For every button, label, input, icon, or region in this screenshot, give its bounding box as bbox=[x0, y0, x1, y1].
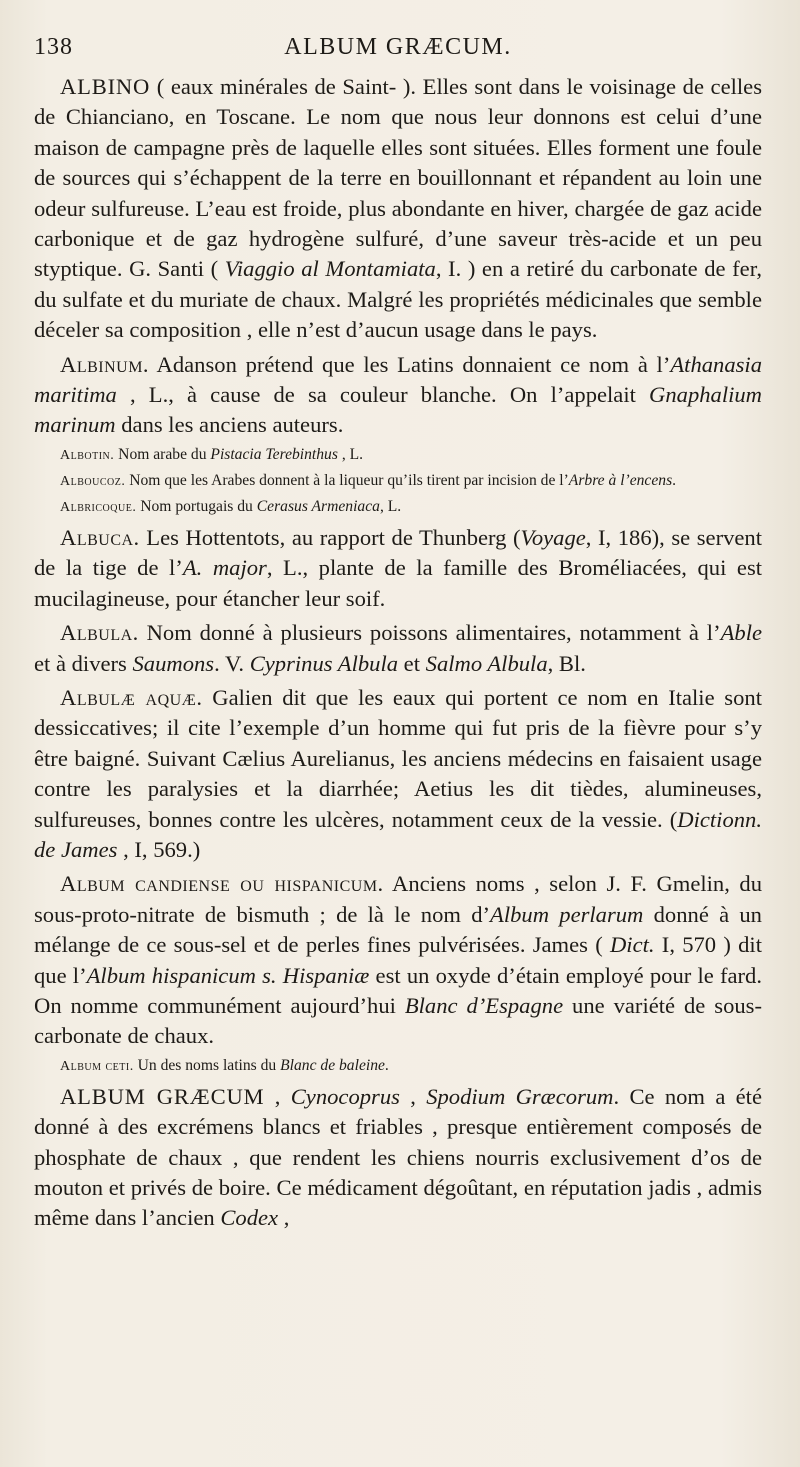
entry-text: Galien dit que les eaux qui portent ce nom en Italie sont dessiccatives; il cite l’exemple d’un homme qui fut pris de la fièvre pour s’y être baigné. Suivant Cælius Aurelianus, les anciens médecins en faisaient usage contre les paralysies et la diarrhée; Aetius les dit tièdes, alumineuses, sulfureuses, bonnes contre les ulcères, notamment ceux de la vessie. ( bbox=[34, 684, 762, 832]
entry-text: , I. ) en a retiré du carbonate de fer, du sulfate et du muriate de chaux. Malgré les propriétés médicinales que semble déceler sa composition , elle n’est d’aucun usage dans le pays. bbox=[34, 256, 762, 343]
entry-text: , bbox=[399, 1083, 427, 1109]
entry-text: Nom donné à plusieurs poissons alimentaires, notamment à l’ bbox=[138, 620, 721, 646]
entry-italic: Cynocoprus bbox=[290, 1083, 400, 1109]
entry-headword: ALBUM GRÆCUM bbox=[60, 1083, 265, 1109]
entry-text: une variété de sous-carbonate de chaux. bbox=[34, 992, 762, 1049]
entry-italic: A. major bbox=[182, 555, 267, 581]
entry-album-graecum bbox=[34, 1082, 762, 1234]
entry-text: , bbox=[278, 1205, 290, 1231]
entry-italic: Dict. bbox=[609, 932, 655, 958]
entry-albuca bbox=[34, 523, 762, 614]
entry-headword: Albulæ aquæ. bbox=[60, 684, 203, 710]
entry-albinum bbox=[34, 350, 762, 441]
entry-text: . Ce nom a été donné à des excrémens blancs et friables , presque entièrement composés de phosphate de chaux , que rendent les chiens nourris exclusivement d’os de mouton et privés de boire. Ce médicament dégoûtant, en réputation jadis , admis même dans l’ancien bbox=[34, 1083, 762, 1231]
entry-italic: Dictionn. de James bbox=[34, 806, 762, 862]
running-head bbox=[34, 34, 762, 68]
entry-album-ceti bbox=[34, 1054, 762, 1078]
page-body bbox=[34, 72, 762, 1234]
entry-text: , L., à cause de sa couleur blanche. On l’appelait bbox=[116, 382, 650, 408]
entry-headword: Albuca. bbox=[60, 524, 140, 550]
entry-italic: Salmo Albula bbox=[425, 650, 548, 676]
entry-italic: Arbre à l’encens bbox=[568, 471, 673, 489]
entry-text: , L. bbox=[379, 497, 402, 515]
entry-text: . bbox=[672, 471, 677, 489]
entry-albino bbox=[34, 72, 762, 346]
entry-text: est un oxyde d’étain employé pour le fard. On nomme communément aujourd’hui bbox=[34, 962, 762, 1018]
entry-italic: Spodium Græcorum bbox=[426, 1083, 614, 1109]
entry-text: Nom arabe du bbox=[114, 445, 211, 463]
entry-italic: Voyage bbox=[520, 524, 586, 550]
entry-text: Les Hottentots, au rapport de Thunberg ( bbox=[139, 524, 521, 550]
entry-text: Anciens noms , selon J. F. Gmelin, du sous-proto-nitrate de bismuth ; de là le nom d’ bbox=[34, 871, 762, 927]
entry-headword: Alboucoz. bbox=[60, 473, 126, 489]
page-title: ALBUM GRÆCUM. bbox=[284, 34, 512, 60]
page-number: 138 bbox=[34, 34, 73, 60]
entry-text: , bbox=[264, 1083, 291, 1109]
entry-text: Nom que les Arabes donnent à la liqueur qu’ils tirent par incision de l’ bbox=[125, 471, 569, 489]
entry-italic: Blanc d’Espagne bbox=[404, 992, 564, 1018]
entry-headword: Album ceti. bbox=[60, 1058, 134, 1074]
entry-italic: Able bbox=[720, 620, 762, 646]
entry-italic: Athanasia maritima bbox=[34, 351, 762, 408]
entry-text: donné à un mélange de ce sous-sel et de perles fines pulvérisées. James ( bbox=[34, 901, 762, 958]
entry-italic: Blanc de baleine bbox=[280, 1056, 385, 1074]
entry-alboucoz bbox=[34, 469, 762, 493]
entry-text: , L., plante de la famille des Broméliacées, qui est mucilagineuse, pour étancher leur soif. bbox=[34, 555, 763, 611]
entry-text: Adanson prétend que les Latins donnaient ce nom à l’ bbox=[149, 351, 671, 377]
entry-reference: Viaggio al Montamiata bbox=[224, 256, 436, 282]
entry-text: Nom portugais du bbox=[136, 497, 257, 515]
entry-headword: Albotin. bbox=[60, 447, 115, 463]
entry-italic: Codex bbox=[220, 1205, 279, 1231]
entry-text: , L. bbox=[337, 445, 364, 463]
entry-italic: Saumons bbox=[132, 650, 215, 676]
entry-albulae-aquae bbox=[34, 683, 762, 865]
entry-album-candiense bbox=[34, 869, 762, 1051]
entry-italic: Cerasus Armeniaca bbox=[256, 497, 380, 515]
entry-headword: Albricoque. bbox=[60, 499, 137, 515]
entry-text: et bbox=[398, 650, 426, 676]
entry-text: . V. bbox=[214, 650, 250, 676]
entry-albricoque bbox=[34, 495, 762, 519]
entry-text: , I, 186), se servent de la tige de l’ bbox=[34, 524, 762, 581]
entry-text: Un des noms latins du bbox=[133, 1056, 281, 1074]
entry-headword: Album candiense ou hispanicum. bbox=[60, 871, 384, 897]
entry-italic: Album perlarum bbox=[490, 901, 644, 927]
entry-albula bbox=[34, 618, 762, 679]
entry-text: , Bl. bbox=[547, 650, 586, 676]
entry-headword: Albula. bbox=[60, 620, 139, 646]
entry-text: dans les anciens auteurs. bbox=[115, 412, 344, 438]
entry-headword: ALBINO bbox=[60, 74, 151, 99]
entry-headword: Albinum. bbox=[60, 351, 150, 377]
entry-italic: Pistacia Terebinthus bbox=[210, 445, 338, 463]
entry-italic: Album hispanicum s. Hispaniæ bbox=[86, 962, 370, 988]
entry-text: , I, 569.) bbox=[117, 836, 201, 862]
entry-italic: Cyprinus Albula bbox=[249, 650, 399, 676]
entry-text: ( eaux minérales de Saint- ). Elles sont dans le voisinage de celles de Chianciano, en Toscane. Le nom que nous leur donnons est celui d’une maison de campagne près de laquelle elles sont situées. Elles forment une foule de sources qui s’échappent de la terre en bouillonnant et répandent au loin une odeur sulfureuse. L’eau est froide, plus abondante en hiver, chargée de gaz acide carbonique et de gaz hydrogène sulfuré, d’une saveur très-acide et un peu styptique. G. Santi ( bbox=[34, 74, 762, 282]
entry-text: . bbox=[384, 1056, 389, 1074]
entry-text: I, 570 ) dit que l’ bbox=[34, 932, 762, 988]
entry-albotin bbox=[34, 443, 762, 467]
entry-text: et à divers bbox=[34, 650, 133, 676]
entry-italic: Gnaphalium marinum bbox=[34, 382, 762, 438]
